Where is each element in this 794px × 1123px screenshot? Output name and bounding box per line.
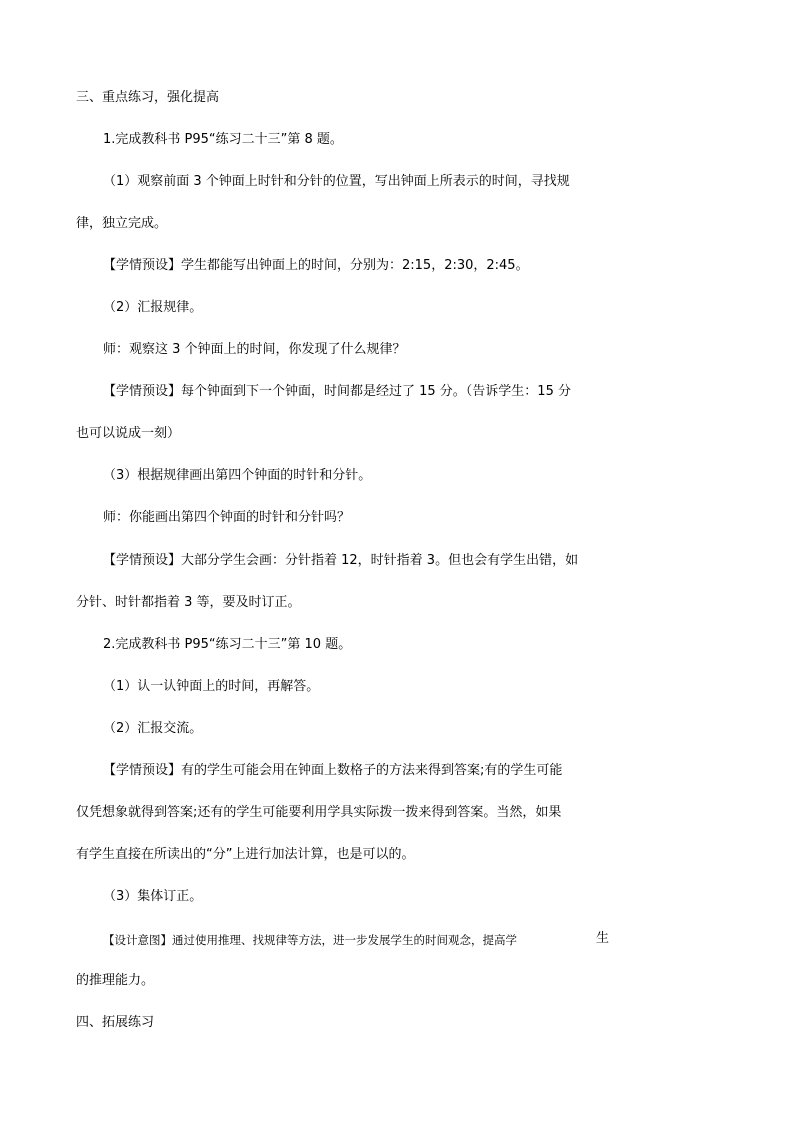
item-2-preset-line-3: 有学生直接在所读出的“分”上进行加法计算，也是可以的。 xyxy=(76,847,415,862)
item-2-step-3: （3）集体订正。 xyxy=(103,889,203,904)
section-4-title: 四、拓展练习 xyxy=(76,1015,155,1030)
item-2-step-1: （1）认一认钟面上的时间，再解答。 xyxy=(103,679,320,694)
item-1-step-2: （2）汇报规律。 xyxy=(103,300,203,315)
item-2-preset-line-2: 仅凭想象就得到答案;还有的学生可能要利用学具实际拨一拨来得到答案。当然，如果 xyxy=(76,805,562,820)
item-1-teacher-question-2: 师：你能画出第四个钟面的时针和分针吗？ xyxy=(103,510,351,525)
design-intent-line-1-tail: 生 xyxy=(596,931,610,946)
item-2-title: 2.完成教科书 P95“练习二十三”第 10 题。 xyxy=(103,637,352,652)
design-intent-line-2: 的推理能力。 xyxy=(76,973,155,988)
item-1-preset-2-line-1: 【学情预设】每个钟面到下一个钟面，时间都是经过了 15 分。（告诉学生：15 分 xyxy=(103,384,571,399)
item-1-teacher-question-1: 师：观察这 3 个钟面上的时间，你发现了什么规律？ xyxy=(103,342,406,357)
item-1-step-1-line-2: 律，独立完成。 xyxy=(76,216,168,231)
item-1-step-3: （3）根据规律画出第四个钟面的时针和分针。 xyxy=(103,468,372,483)
item-1-preset-3-line-1: 【学情预设】大部分学生会画：分针指着 12，时针指着 3。但也会有学生出错，如 xyxy=(103,553,579,568)
item-1-preset-1: 【学情预设】学生都能写出钟面上的时间，分别为：2:15，2:30，2:45。 xyxy=(103,258,529,273)
item-1-step-1-line-1: （1）观察前面 3 个钟面上时针和分针的位置，写出钟面上所表示的时间，寻找规 xyxy=(103,174,570,189)
item-1-title: 1.完成教科书 P95“练习二十三”第 8 题。 xyxy=(103,132,343,147)
section-3-title: 三、重点练习，强化提高 xyxy=(76,90,220,105)
design-intent-line-1: 【设计意图】通过使用推理、找规律等方法，进一步发展学生的时间观念，提高学 xyxy=(103,933,517,947)
item-1-preset-2-line-2: 也可以说成一刻） xyxy=(76,426,181,441)
item-2-preset-line-1: 【学情预设】有的学生可能会用在钟面上数格子的方法来得到答案;有的学生可能 xyxy=(103,763,563,778)
item-1-preset-3-line-2: 分针、时针都指着 3 等，要及时订正。 xyxy=(76,595,301,610)
item-2-step-2: （2）汇报交流。 xyxy=(103,721,203,736)
